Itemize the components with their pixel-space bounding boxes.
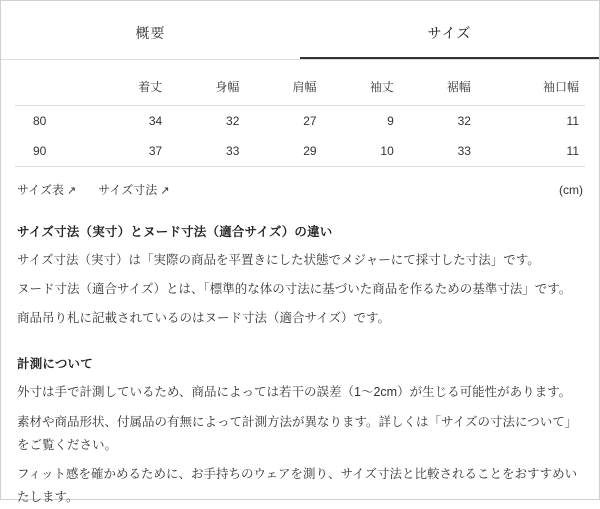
link-size-measurements[interactable] bbox=[98, 181, 169, 198]
section-1-paragraph-0: 外寸は手で計測しているため、商品によっては若干の誤差（1〜2cm）が生じる可能性があります。 bbox=[17, 385, 572, 400]
column-header-2: 肩幅 bbox=[245, 60, 322, 106]
tab-bar bbox=[1, 1, 599, 60]
row-size-label: 90 bbox=[15, 136, 91, 167]
cell-0-2: 27 bbox=[303, 114, 317, 128]
column-header-4: 裾幅 bbox=[400, 60, 477, 106]
size-table-head bbox=[15, 60, 585, 106]
external-link-arrow-icon: ↗ bbox=[160, 185, 170, 197]
column-header-0: 着丈 bbox=[91, 60, 168, 106]
row-size-label: 80 bbox=[33, 114, 47, 128]
unit-label: (cm) bbox=[559, 182, 583, 197]
table-corner-cell bbox=[15, 60, 91, 106]
link-size-chart[interactable] bbox=[17, 181, 76, 198]
cell-0-5: 11 bbox=[566, 114, 579, 128]
cell-0-0: 34 bbox=[148, 114, 163, 128]
section-0-paragraph-1: ヌード寸法（適合サイズ）とは、「標準的な体の寸法に基づいた商品を作るための基準寸法」です。 bbox=[17, 282, 572, 297]
table-header-row bbox=[15, 60, 585, 106]
size-table-body bbox=[15, 106, 585, 167]
size-description bbox=[1, 204, 599, 509]
cell-0-3: 9 bbox=[387, 114, 394, 128]
cell-1-5: 11 bbox=[477, 136, 585, 167]
external-link-arrow-icon: ↗ bbox=[67, 185, 77, 197]
section-title-measurement: 計測について bbox=[17, 357, 93, 372]
cell-1-4: 33 bbox=[400, 136, 477, 167]
cell-1-3: 10 bbox=[323, 136, 400, 167]
link-size-measurements-label: サイズ寸法 bbox=[98, 183, 158, 197]
section-1-paragraph-1: 素材や商品形状、付属品の有無によって計測方法が異なります。詳しくは「サイズの寸法について」をご覧ください。 bbox=[17, 414, 578, 452]
size-links-row bbox=[1, 167, 599, 204]
cell-0-4: 32 bbox=[457, 114, 471, 128]
table-row bbox=[15, 136, 585, 167]
section-0-paragraph-0: サイズ寸法（実寸）は「実際の商品を平置きにした状態でメジャーにて採寸した寸法」です。 bbox=[17, 253, 540, 267]
size-table-container bbox=[1, 60, 599, 167]
section-spacer bbox=[17, 336, 583, 344]
table-row bbox=[15, 106, 585, 137]
tab-size[interactable]: サイズ bbox=[300, 1, 599, 59]
section-0-paragraph-2: 商品吊り札に記載されているのはヌード寸法（適合サイズ）です。 bbox=[17, 311, 391, 326]
column-header-3: 袖丈 bbox=[323, 60, 400, 106]
column-header-5: 袖口幅 bbox=[477, 60, 585, 106]
section-title-difference: サイズ寸法（実寸）とヌード寸法（適合サイズ）の違い bbox=[17, 225, 333, 239]
tab-overview[interactable]: 概要 bbox=[135, 25, 166, 41]
size-table bbox=[15, 60, 585, 167]
cell-1-2: 29 bbox=[245, 136, 322, 167]
section-1-paragraph-2: フィット感を確かめるために、お手持ちのウェアを測り、サイズ寸法と比較されることをおすすめいたします。 bbox=[17, 466, 578, 504]
cell-0-1: 32 bbox=[226, 114, 240, 128]
link-size-chart-label: サイズ表 bbox=[17, 183, 65, 197]
cell-1-0: 37 bbox=[91, 136, 168, 167]
column-header-1: 身幅 bbox=[168, 60, 245, 106]
cell-1-1: 33 bbox=[168, 136, 245, 167]
